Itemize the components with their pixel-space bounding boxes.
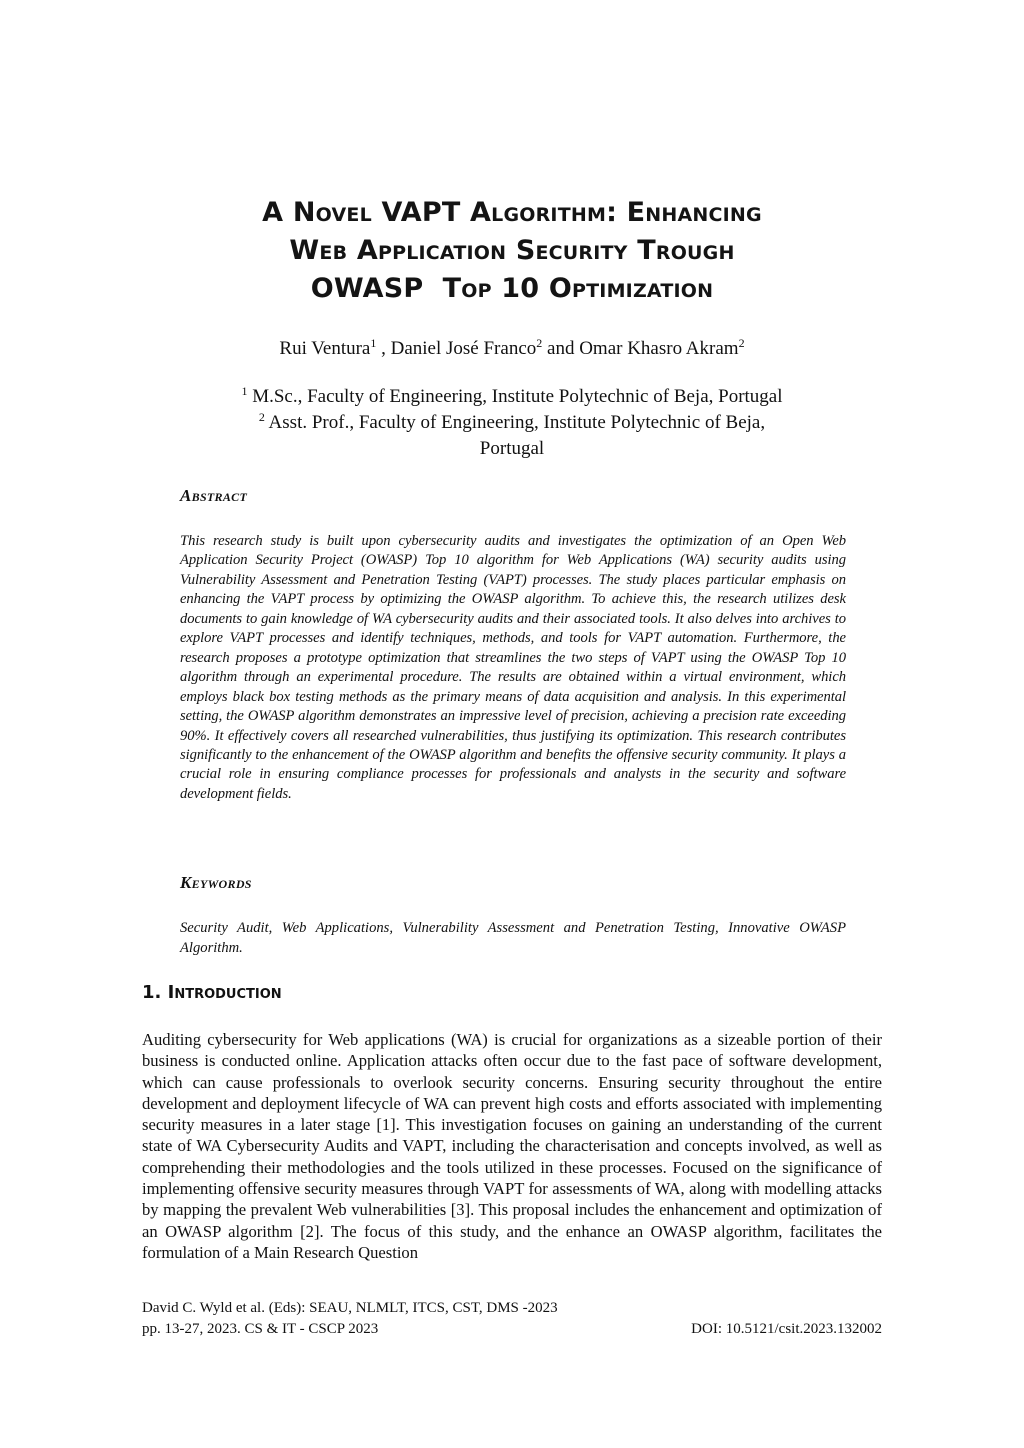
affiliation-text: Asst. Prof., Faculty of Engineering, Institute Polytechnic of Beja, bbox=[264, 412, 766, 433]
author-affiliation-mark: 2 bbox=[536, 336, 543, 350]
author-list bbox=[100, 336, 924, 362]
introduction-heading: 1. Introduction bbox=[142, 982, 282, 1003]
affiliation-2 bbox=[150, 410, 874, 436]
title-line: A Novel VAPT Algorithm: Enhancing bbox=[262, 197, 762, 228]
author-separator: and bbox=[542, 338, 580, 359]
footer-pages: pp. 13-27, 2023. CS & IT - CSCP 2023 bbox=[142, 1321, 379, 1337]
keywords-text: Security Audit, Web Applications, Vulnerability Assessment and Penetration Testing, Innovative OWASP Algorithm. bbox=[180, 920, 846, 956]
footer-doi: DOI: 10.5121/csit.2023.132002 bbox=[691, 1321, 882, 1337]
affiliation-mark: 1 bbox=[241, 384, 248, 398]
author-name: Daniel José Franco bbox=[390, 338, 537, 359]
abstract-text: This research study is built upon cybersecurity audits and investigates the optimization of an Open Web Application Security Project (OWASP) Top 10 algorithm for Web Applications (WA) security audits using Vulnerability Assessment and Penetration Testing (VAPT) processes. The study places particular emphasis on enhancing the VAPT process by optimizing the OWASP algorithm. To achieve this, the research utilizes desk documents to gain knowledge of WA cybersecurity audits and their associated tools. It also delves into archives to explore VAPT processes and identify techniques, methods, and tools for VAPT automation. Furthermore, the research proposes a prototype optimization that streamlines the two steps of VAPT using the OWASP Top 10 algorithm through an experimental procedure. The results are obtained within a virtual environment, which employs black box testing methods as the primary means of data acquisition and analysis. In this experimental setting, the OWASP algorithm demonstrates an impressive level of precision, achieving a precision rate exceeding 90%. It effectively covers all researched vulnerabilities, thus justifying its optimization. This research contributes significantly to the enhancement of the OWASP algorithm and benefits the offensive security community. It plays a crucial role in ensuring compliance processes for professionals and analysts in the security and software development fields. bbox=[180, 533, 846, 802]
paper-title bbox=[100, 194, 924, 308]
author-separator: , bbox=[376, 338, 391, 359]
affiliation-1 bbox=[150, 384, 874, 410]
keywords-heading: Keywords bbox=[180, 873, 252, 892]
author-name: Rui Ventura bbox=[279, 338, 371, 359]
affiliation-mark: 2 bbox=[258, 410, 265, 424]
affiliation-2-continued: Portugal bbox=[479, 438, 545, 459]
affiliation-text: M.Sc., Faculty of Engineering, Institute Polytechnic of Beja, Portugal bbox=[247, 386, 783, 407]
title-line: OWASP Top 10 Optimization bbox=[310, 273, 714, 304]
introduction-text: Auditing cybersecurity for Web applications (WA) is crucial for organizations as a sizeable portion of their business is conducted online. Application attacks often occur due to the fast pace of software development, which can cause professionals to overlook security concerns. Ensuring security throughout the entire development and deployment lifecycle of WA can prevent high costs and efforts associated with implementing security measures in a later stage [1]. This investigation focuses on gaining an understanding of the current state of WA Cybersecurity Audits and VAPT, including the characterisation and concepts involved, as well as comprehending their methodologies and the tools utilized in these processes. Focused on the significance of implementing offensive security measures through VAPT for assessments of WA, along with modelling attacks by mapping the prevalent Web vulnerabilities [3]. This proposal includes the enhancement and optimization of an OWASP algorithm [2]. The focus of this study, and the enhance an OWASP algorithm, facilitates the formulation of a Main Research Question bbox=[142, 1030, 882, 1262]
publication-footer bbox=[142, 1298, 558, 1340]
author-affiliation-mark: 1 bbox=[370, 336, 377, 350]
footer-editors: David C. Wyld et al. (Eds): SEAU, NLMLT, ITCS, CST, DMS -2023 bbox=[142, 1300, 558, 1316]
abstract-heading: Abstract bbox=[180, 486, 248, 505]
affiliations bbox=[150, 384, 874, 462]
author-affiliation-mark: 2 bbox=[738, 336, 745, 350]
title-line: Web Application Security Trough bbox=[289, 235, 735, 266]
author-name: Omar Khasro Akram bbox=[579, 338, 739, 359]
